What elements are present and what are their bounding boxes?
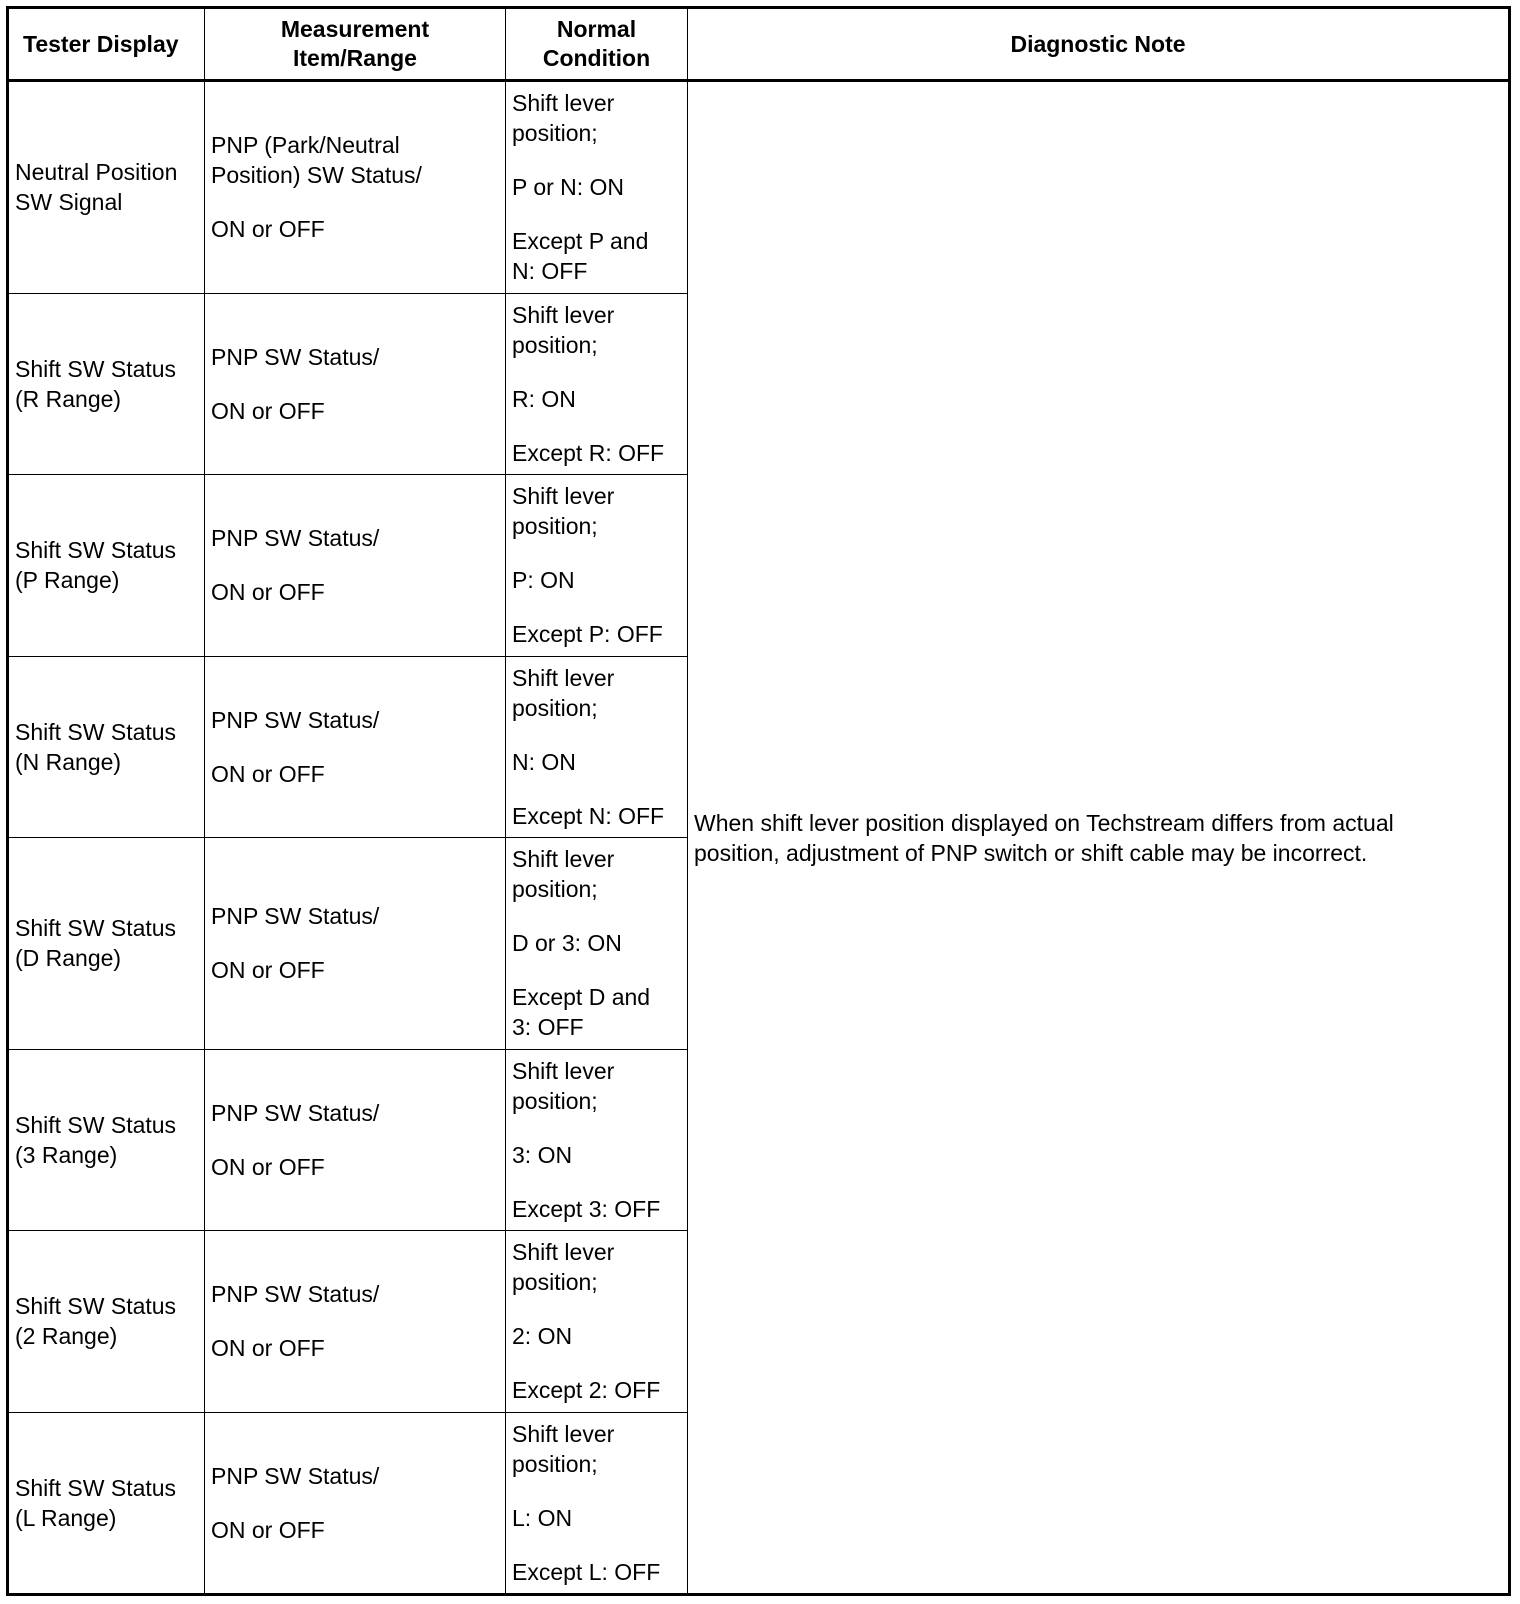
measurement-cell [205,1231,506,1412]
normal-line1: Shift lever [512,90,615,117]
tester-display-cell [8,837,205,1049]
normal-on: P: ON [512,567,575,594]
measurement-cell [205,81,506,294]
normal-off-line1: Except R: OFF [512,439,665,466]
normal-condition-cell [506,475,688,656]
tester-display-line2: (3 Range) [15,1141,118,1168]
measurement-line2: Position) SW Status/ [211,162,422,189]
diagnostic-note-line1: When shift lever position displayed on Techstream differs from actual [694,809,1394,836]
header-measurement-line1: Measurement [280,16,430,42]
header-normal-line1: Normal [556,16,637,42]
measurement-range: ON or OFF [211,579,325,606]
measurement-cell [205,1412,506,1594]
table-header-row [8,8,1510,81]
normal-on: D or 3: ON [512,930,622,957]
normal-line2: position; [512,331,598,358]
normal-line1: Shift lever [512,664,615,691]
measurement-range: ON or OFF [211,1335,325,1362]
normal-condition-cell [506,656,688,837]
tester-display-cell [8,81,205,294]
normal-off-line1: Except P and [512,228,649,255]
diagnostic-note-cell [688,81,1510,1595]
measurement-line1: PNP SW Status/ [211,343,380,370]
normal-off-line1: Except 3: OFF [512,1195,661,1222]
measurement-range: ON or OFF [211,760,325,787]
normal-line1: Shift lever [512,483,615,510]
normal-line2: position; [512,1269,598,1296]
tester-display-line2: (P Range) [15,567,120,594]
tester-display-line1: Shift SW Status [15,1474,177,1501]
tester-display-line1: Shift SW Status [15,537,177,564]
diagnostic-note-line2: position, adjustment of PNP switch or shift cable may be incorrect. [694,839,1368,866]
tester-display-cell [8,1231,205,1412]
normal-off-line1: Except N: OFF [512,802,665,829]
normal-condition-cell [506,81,688,294]
header-measurement-item-range [205,8,506,81]
normal-condition-cell [506,1412,688,1594]
normal-on: N: ON [512,748,576,775]
normal-line2: position; [512,694,598,721]
tester-display-cell [8,1412,205,1594]
normal-line1: Shift lever [512,1057,615,1084]
header-tester-display: Tester Display [8,8,205,81]
header-normal-line2: Condition [542,45,651,71]
measurement-range: ON or OFF [211,1153,325,1180]
header-measurement-line2: Item/Range [293,45,417,71]
normal-on: 2: ON [512,1323,573,1350]
normal-line2: position; [512,1087,598,1114]
normal-condition-cell [506,1049,688,1230]
tester-display-line2: (L Range) [15,1504,117,1531]
data-list-table [6,6,1511,1596]
measurement-line1: PNP SW Status/ [211,903,380,930]
measurement-cell [205,1049,506,1230]
normal-off-line1: Except 2: OFF [512,1377,661,1404]
normal-on: 3: ON [512,1141,573,1168]
normal-off-line1: Except D and [512,984,651,1011]
tester-display-line1: Shift SW Status [15,718,177,745]
normal-off-line1: Except P: OFF [512,621,663,648]
tester-display-line2: (R Range) [15,385,122,412]
measurement-line1: PNP SW Status/ [211,1462,380,1489]
measurement-cell [205,293,506,474]
normal-condition-cell [506,837,688,1049]
normal-line2: position; [512,120,598,147]
tester-display-line1: Neutral Position [15,159,178,186]
normal-line1: Shift lever [512,846,615,873]
normal-condition-cell [506,293,688,474]
measurement-cell [205,837,506,1049]
measurement-cell [205,656,506,837]
normal-off-line2: N: OFF [512,258,588,285]
measurement-range: ON or OFF [211,957,325,984]
tester-display-cell [8,656,205,837]
normal-line1: Shift lever [512,301,615,328]
normal-line2: position; [512,1450,598,1477]
table-row [8,81,1510,294]
normal-off-line1: Except L: OFF [512,1558,661,1585]
measurement-range: ON or OFF [211,216,325,243]
normal-on: P or N: ON [512,174,625,201]
tester-display-cell [8,1049,205,1230]
measurement-line1: PNP SW Status/ [211,1099,380,1126]
measurement-range: ON or OFF [211,397,325,424]
measurement-line1: PNP SW Status/ [211,1281,380,1308]
measurement-cell [205,475,506,656]
header-normal-condition [506,8,688,81]
normal-line2: position; [512,876,598,903]
normal-on: L: ON [512,1504,573,1531]
normal-line1: Shift lever [512,1239,615,1266]
tester-display-cell [8,293,205,474]
tester-display-line2: (2 Range) [15,1323,118,1350]
measurement-range: ON or OFF [211,1516,325,1543]
normal-condition-cell [506,1231,688,1412]
normal-line2: position; [512,513,598,540]
tester-display-line2: SW Signal [15,189,123,216]
normal-line1: Shift lever [512,1420,615,1447]
measurement-line1: PNP SW Status/ [211,525,380,552]
measurement-line1: PNP (Park/Neutral [211,132,400,159]
tester-display-line1: Shift SW Status [15,355,177,382]
normal-off-line2: 3: OFF [512,1014,584,1041]
normal-on: R: ON [512,385,576,412]
measurement-line1: PNP SW Status/ [211,706,380,733]
header-diagnostic-note: Diagnostic Note [688,8,1510,81]
tester-display-line2: (D Range) [15,945,122,972]
tester-display-line2: (N Range) [15,748,122,775]
tester-display-line1: Shift SW Status [15,1111,177,1138]
tester-display-line1: Shift SW Status [15,915,177,942]
tester-display-cell [8,475,205,656]
tester-display-line1: Shift SW Status [15,1293,177,1320]
